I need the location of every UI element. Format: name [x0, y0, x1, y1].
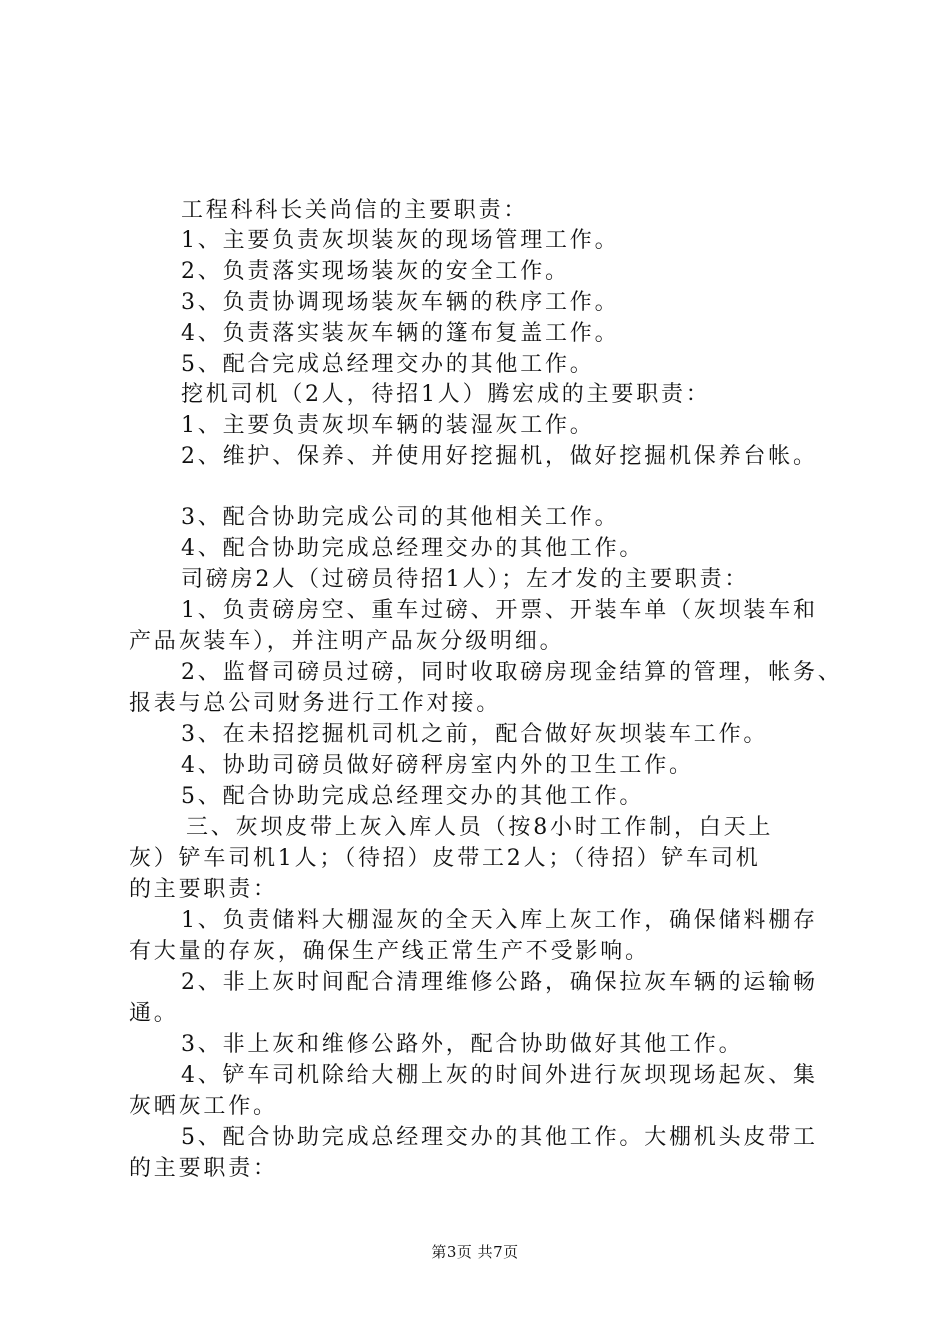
section-heading: 工程科科长关尚信的主要职责：: [181, 198, 529, 223]
paragraph-line: 3、非上灰和维修公路外，配合协助做好其他工作。: [181, 1032, 744, 1057]
paragraph-line: 4、协助司磅员做好磅秤房室内外的卫生工作。: [181, 753, 694, 778]
paragraph-line: 5、配合协助完成总经理交办的其他工作。大棚机头皮带工: [181, 1125, 818, 1150]
paragraph-line: 3、在未招挖掘机司机之前，配合做好灰坝装车工作。: [181, 722, 769, 747]
section-heading: 的主要职责：: [129, 877, 278, 902]
paragraph-line: 4、负责落实装灰车辆的篷布复盖工作。: [181, 321, 620, 346]
section-heading: 灰）铲车司机1人；（待招）皮带工2人；（待招）铲车司机: [129, 846, 761, 871]
paragraph-line: 5、配合完成总经理交办的其他工作。: [181, 352, 595, 377]
section-heading: 挖机司机（2人，待招1人）腾宏成的主要职责：: [181, 382, 711, 407]
paragraph-line: 3、配合协助完成公司的其他相关工作。: [181, 505, 620, 530]
paragraph-line: 通。: [129, 1001, 179, 1026]
paragraph-line: 2、负责落实现场装灰的安全工作。: [181, 259, 570, 284]
section-heading: 三、灰坝皮带上灰入库人员（按8小时工作制，白天上: [186, 815, 774, 840]
section-heading: 司磅房2人（过磅员待招1人）；左才发的主要职责：: [181, 567, 750, 592]
paragraph-line: 4、铲车司机除给大棚上灰的时间外进行灰坝现场起灰、集: [181, 1063, 818, 1088]
paragraph-line: 报表与总公司财务进行工作对接。: [129, 691, 502, 716]
paragraph-line: 2、监督司磅员过磅，同时收取磅房现金结算的管理，帐务、: [181, 660, 843, 685]
paragraph-line: 有大量的存灰，确保生产线正常生产不受影响。: [129, 939, 650, 964]
paragraph-line: 产品灰装车），并注明产品灰分级明细。: [129, 629, 565, 654]
paragraph-line: 4、配合协助完成总经理交办的其他工作。: [181, 536, 645, 561]
paragraph-line: 5、配合协助完成总经理交办的其他工作。: [181, 784, 645, 809]
paragraph-line: 1、主要负责灰坝车辆的装湿灰工作。: [181, 413, 595, 438]
paragraph-line: 2、维护、保养、并使用好挖掘机，做好挖掘机保养台帐。: [181, 444, 818, 469]
paragraph-line: 1、负责储料大棚湿灰的全天入库上灰工作，确保储料棚存: [181, 908, 818, 933]
paragraph-line: 2、非上灰时间配合清理维修公路，确保拉灰车辆的运输畅: [181, 970, 818, 995]
page-footer: 第3页 共7页: [431, 1243, 519, 1261]
paragraph-line: 3、负责协调现场装灰车辆的秩序工作。: [181, 290, 620, 315]
paragraph-line: 的主要职责：: [129, 1156, 278, 1181]
paragraph-line: 灰晒灰工作。: [129, 1094, 278, 1119]
paragraph-line: 1、负责磅房空、重车过磅、开票、开装车单（灰坝装车和: [181, 598, 818, 623]
paragraph-line: 1、主要负责灰坝装灰的现场管理工作。: [181, 228, 620, 253]
